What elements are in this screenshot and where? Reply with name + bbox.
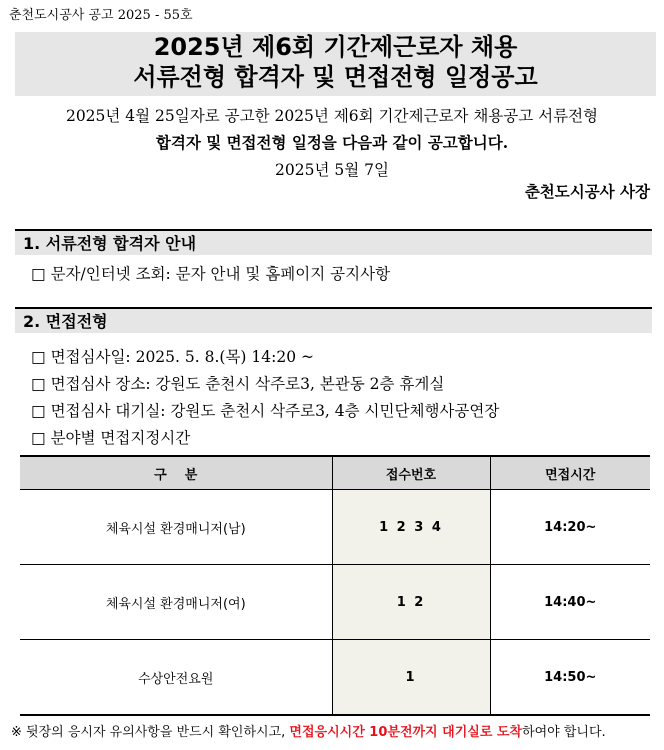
waiting-room-item: □ 면접심사 대기실: 강원도 춘천시 삭주로3, 4층 시민단체행사공연장 [31, 402, 500, 420]
table-header-row [20, 456, 650, 490]
title-line-2: 서류전형 합격자 및 면접전형 일정공고 [133, 63, 538, 91]
footnote-suffix: 하여야 합니다. [522, 725, 606, 740]
page-title [15, 32, 656, 96]
interview-schedule-table [20, 455, 650, 716]
row-category: 체육시설 환경매니저(여) [20, 565, 332, 640]
row-time: 14:20~ [490, 490, 650, 565]
row-category: 체육시설 환경매니저(남) [20, 490, 332, 565]
table-row [20, 640, 650, 716]
row-category: 수상안전요원 [20, 640, 332, 716]
title-line-1: 2025년 제6회 기간제근로자 채용 [153, 33, 518, 61]
schedule-by-field-item: □ 분야별 면접지정시간 [31, 429, 191, 447]
section-1-heading: 1. 서류전형 합격자 안내 [15, 229, 652, 255]
row-numbers: 1 2 [332, 565, 490, 640]
row-numbers: 1 [332, 640, 490, 716]
header-category: 구 분 [20, 456, 332, 490]
section-1-item: □ 문자/인터넷 조회: 문자 안내 및 홈페이지 공지사항 [31, 265, 391, 283]
table-row [20, 565, 650, 640]
header-time: 면접시간 [490, 456, 650, 490]
footnote [11, 721, 606, 740]
intro-line-1: 2025년 4월 25일자로 공고한 2025년 제6회 기간제근로자 채용공고 서류전형 [65, 107, 599, 125]
row-time: 14:40~ [490, 565, 650, 640]
signature: 춘천도시공사 사장 [524, 182, 650, 201]
interview-place-item: □ 면접심사 장소: 강원도 춘천시 삭주로3, 본관동 2층 휴게실 [31, 375, 445, 393]
intro-line-2: 합격자 및 면접전형 일정을 다음과 같이 공고합니다. [155, 133, 509, 152]
document-number: 춘천도시공사 공고 2025 - 55호 [9, 8, 193, 23]
row-numbers: 1 2 3 4 [332, 490, 490, 565]
footnote-highlight: 면접응시시간 10분전까지 대기실로 도착 [289, 725, 523, 740]
header-numbers: 접수번호 [332, 456, 490, 490]
interview-date-item: □ 면접심사일: 2025. 5. 8.(목) 14:20 ~ [31, 348, 314, 366]
table-row [20, 490, 650, 565]
footnote-prefix: ※ 뒷장의 응시자 유의사항을 반드시 확인하시고, [11, 725, 290, 740]
announcement-date: 2025년 5월 7일 [275, 161, 389, 179]
row-time: 14:50~ [490, 640, 650, 716]
section-2-heading: 2. 면접전형 [15, 307, 652, 333]
